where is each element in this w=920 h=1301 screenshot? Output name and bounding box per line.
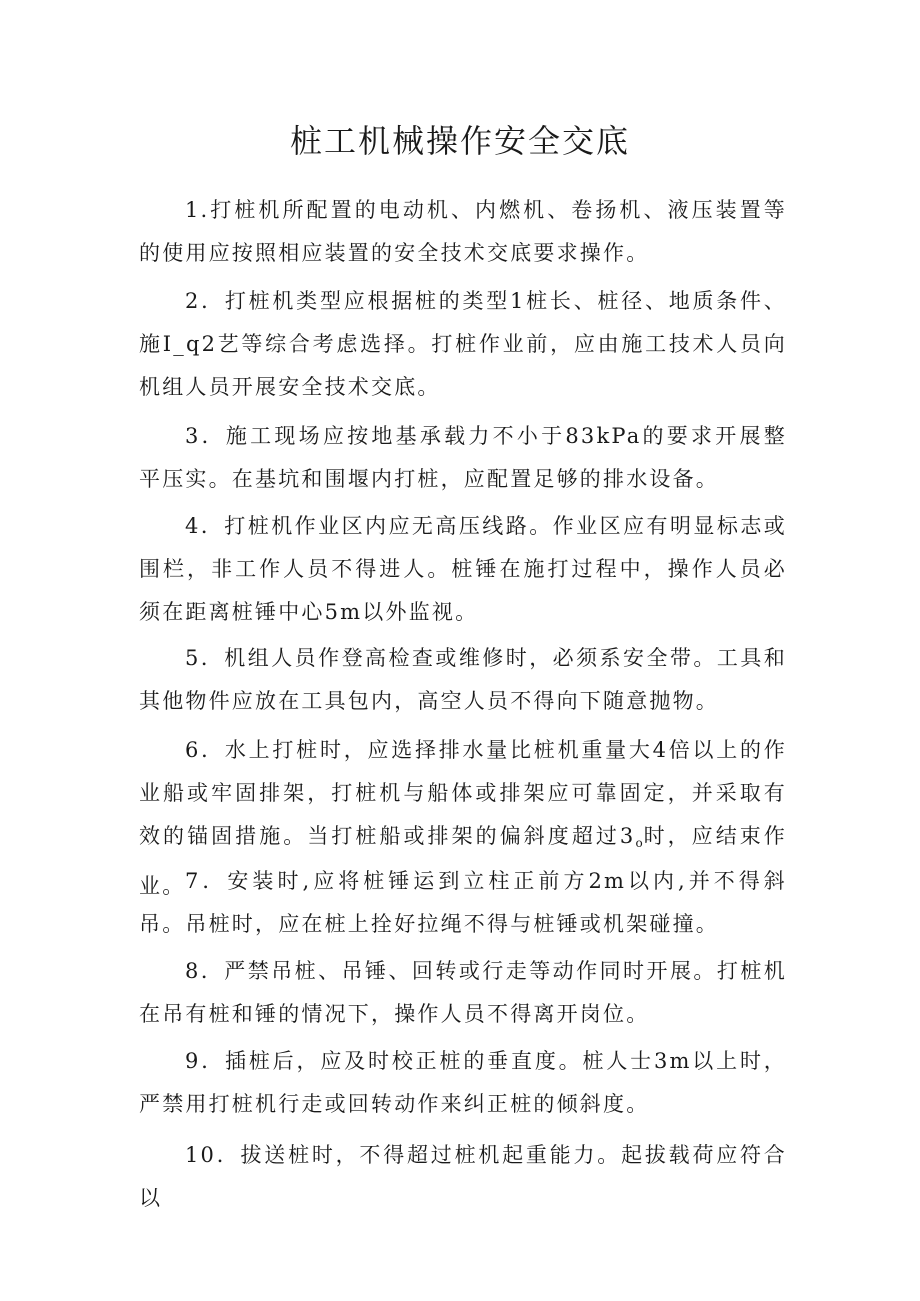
paragraph-6-main: 6．水上打桩时，应选择排水量比桩机重量大4倍以上的作业船或牢固排架，打桩机与船体或排架应可靠固定，并采取有效的锚固措施。当打桩船或排架的偏斜度超过3 (139, 738, 787, 848)
paragraph-6-end: 时，应结束作业。 (139, 824, 787, 898)
paragraph-1: 1.打桩机所配置的电动机、内燃机、卷扬机、液压装置等的使用应按照相应装置的安全技术交底要求操作。 (139, 198, 787, 265)
paragraph-8: 8．严禁吊桩、吊锤、回转或行走等动作同时开展。打桩机在吊有桩和锤的情况下，操作人员不得离开岗位。 (139, 959, 787, 1026)
paragraph-3: 3．施工现场应按地基承载力不小于83kPa的要求开展整平压实。在基坑和围堰内打桩，应配置足够的排水设备。 (139, 424, 787, 491)
paragraph-9: 9．插桩后，应及时校正桩的垂直度。桩人士3m以上时，严禁用打桩机行走或回转动作来纠正桩的倾斜度。 (139, 1049, 787, 1116)
paragraph-5: 5．机组人员作登高检查或维修时，必须系安全带。工具和其他物件应放在工具包内，高空人员不得向下随意抛物。 (139, 646, 787, 713)
paragraph-2: 2．打桩机类型应根据桩的类型1桩长、桩径、地质条件、施I_q2艺等综合考虑选择。打桩作业前，应由施工技术人员向机组人员开展安全技术交底。 (139, 289, 787, 399)
paragraph-10: 10．拔送桩时，不得超过桩机起重能力。起拔载荷应符合以 (139, 1143, 787, 1210)
document-title: 桩工机械操作安全交底 (289, 122, 630, 160)
paragraph-7: 7．安装时,应将桩锤运到立柱正前方2m以内,并不得斜吊。吊桩时，应在桩上拴好拉绳不得与桩锤或机架碰撞。 (139, 869, 787, 936)
paragraph-4: 4．打桩机作业区内应无高压线路。作业区应有明显标志或围栏，非工作人员不得进人。桩锤在施打过程中，操作人员必须在距离桩锤中心5m以外监视。 (139, 514, 787, 624)
paragraph-6-subscript: o (635, 836, 643, 850)
